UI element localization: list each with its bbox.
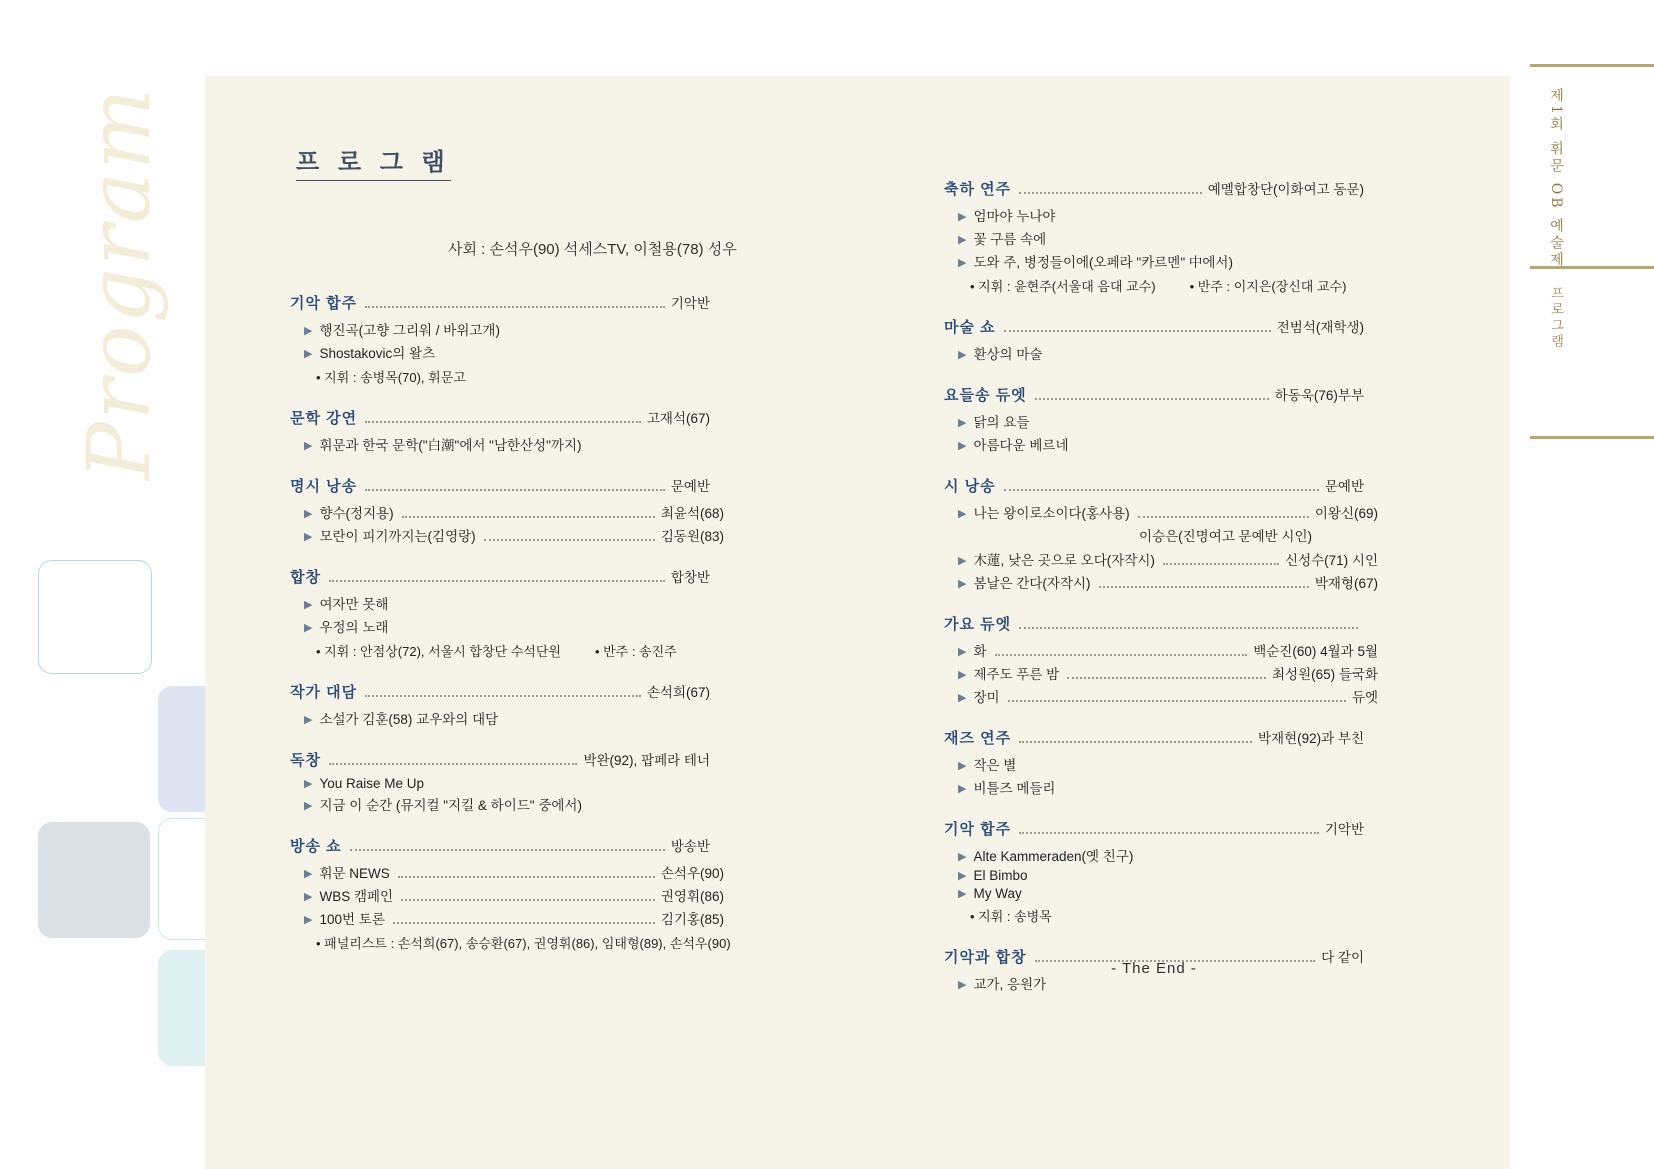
leader-dots [365,694,641,697]
program-block-performer: 전범석(재학생) [1276,320,1364,335]
program-item-label: 장미 [973,690,1000,705]
program-note: • 지휘 : 안점상(72), 서울시 합창단 수석단원 [316,644,561,659]
decor-square-3 [38,822,150,938]
program-item-label: 여자만 못해 [319,597,389,612]
triangle-right-icon: ▶ [958,508,967,520]
program-block [290,292,710,386]
program-block [290,749,710,814]
program-note: • 지휘 : 송병목(70), 휘문고 [316,370,466,385]
triangle-right-icon: ▶ [958,440,967,452]
leader-dots [1004,329,1271,332]
program-item-label: 100번 토론 [319,912,385,927]
program-block [944,475,1378,592]
program-item [958,502,1378,522]
program-item-list [944,640,1378,706]
tab-rule-top [1530,64,1654,67]
leader-dots [329,579,665,582]
triangle-right-icon: ▶ [304,714,313,726]
triangle-right-icon: ▶ [958,646,967,658]
triangle-right-icon: ▶ [958,555,967,567]
program-item [958,572,1378,592]
program-item-label: 모란이 피기까지는(김영랑) [319,529,476,544]
program-item [958,251,1364,271]
program-item [958,663,1378,683]
program-item-label: 화 [973,644,987,659]
program-block-performer: 예멜합창단(이화여고 동문) [1207,182,1364,197]
leader-dots [365,488,665,491]
program-item-label: 봄날은 간다(자작시) [973,576,1091,591]
program-block-name: 합창 [290,569,321,586]
program-block-performer: 방송반 [670,839,710,854]
leader-dots [365,420,641,423]
program-item [304,908,724,928]
leader-dots [402,515,655,518]
program-block-header [944,475,1364,496]
program-item-label: You Raise Me Up [319,776,425,791]
program-item-list [290,593,710,636]
program-item [304,342,710,362]
triangle-right-icon: ▶ [304,325,313,337]
program-item [304,525,724,545]
program-item-label: 우정의 노래 [319,620,389,635]
tab-label-book: 제1회 휘문 OB 예술제 [1548,88,1564,270]
leader-dots [1163,562,1279,565]
leader-dots [1067,676,1266,679]
program-item [958,640,1378,660]
page-title: 프 로 그 램 [296,142,451,181]
program-note: • 패널리스트 : 손석희(67), 송승환(67), 권영휘(86), 임태형(89), 손석우(90) [316,936,731,951]
tab-label-section: 프로그램 [1548,286,1563,350]
triangle-right-icon: ▶ [304,868,313,880]
leader-dots [995,653,1248,656]
program-wordmark-text: Program [70,86,170,480]
program-extra-credit: 이승은(진명여고 문예반 시인) [1139,529,1312,544]
program-note: • 지휘 : 송병목 [970,909,1052,924]
program-note-row [970,906,1364,925]
program-block-performer: 문예반 [670,479,710,494]
program-block-performer: 고재석(67) [646,411,710,426]
program-block-performer: 기악반 [1324,822,1364,837]
program-item-credit: 박재형(67) [1314,576,1378,591]
program-block-performer: 손석희(67) [646,685,710,700]
program-item-label: 제주도 푸른 밤 [973,667,1060,682]
program-block-header [944,818,1364,839]
program-item-list [944,502,1378,592]
triangle-right-icon: ▶ [304,914,313,926]
program-note: • 반주 : 송진주 [594,644,677,659]
program-block-name: 기악과 합창 [944,949,1027,966]
program-item [958,549,1378,569]
program-item [958,868,1364,883]
leader-dots [1019,626,1358,629]
program-block-name: 재즈 연주 [944,730,1012,747]
program-item [958,205,1364,225]
program-item-label: 비틀즈 메들리 [973,781,1056,796]
triangle-right-icon: ▶ [304,440,313,452]
program-block-performer: 박완(92), 팝페라 테너 [583,753,710,768]
triangle-right-icon: ▶ [958,692,967,704]
program-item-label: WBS 캠페인 [319,889,394,904]
triangle-right-icon: ▶ [958,888,967,900]
program-block-name: 기악 합주 [944,821,1012,838]
program-right-column [944,178,1378,1014]
program-block-name: 문학 강연 [290,410,358,427]
triangle-right-icon: ▶ [958,783,967,795]
program-block-name: 요들송 듀엣 [944,387,1027,404]
end-label: - The End - [1111,960,1197,977]
program-block-header [944,384,1364,405]
leader-dots [1019,740,1252,743]
program-note: • 반주 : 이지은(장신대 교수) [1189,279,1347,294]
program-item-credit: 신성수(71) 시인 [1285,553,1378,568]
program-item [958,886,1364,901]
triangle-right-icon: ▶ [958,669,967,681]
program-note-row [970,276,1364,295]
leader-dots [1004,488,1319,491]
program-item [958,754,1364,774]
program-item-label: 도와 주, 병정들이에(오페라 "카르멘" 中에서) [973,255,1233,270]
program-block-header [944,727,1364,748]
program-block-performer: 다 같이 [1321,950,1364,965]
program-item [304,616,710,636]
program-item-label: Alte Kammeraden(옛 친구) [973,849,1134,864]
triangle-right-icon: ▶ [304,778,313,790]
program-block-name: 기악 합주 [290,295,358,312]
program-block [944,316,1364,363]
program-block [290,566,710,660]
program-item [958,777,1364,797]
leader-dots [398,875,655,878]
program-item-list [944,845,1364,901]
program-block [290,475,724,545]
program-block-name: 방송 쇼 [290,838,342,855]
triangle-right-icon: ▶ [958,851,967,863]
program-item-label: 木蓮, 낮은 곳으로 오다(자작시) [973,553,1155,568]
program-block-header [290,292,710,313]
program-item-label: 향수(정지용) [319,506,394,521]
program-block [944,818,1364,925]
program-item-label: 환상의 마술 [973,347,1043,362]
program-item [958,845,1364,865]
triangle-right-icon: ▶ [304,531,313,543]
program-item-label: 작은 별 [973,758,1017,773]
program-item-label: 휘문과 한국 문학("白潮"에서 "남한산성"까지) [319,438,582,453]
program-block-name: 가요 듀엣 [944,616,1012,633]
program-item [958,343,1364,363]
program-item-label: 엄마야 누나야 [973,209,1056,224]
program-item [304,794,710,814]
triangle-right-icon: ▶ [304,508,313,520]
triangle-right-icon: ▶ [958,349,967,361]
program-block-name: 작가 대담 [290,684,358,701]
program-item-credit: 백순진(60) 4월과 5월 [1253,644,1378,659]
program-block-name: 마술 쇼 [944,319,996,336]
program-block-name: 독창 [290,752,321,769]
program-item-label: 아름다운 베르네 [973,438,1069,453]
program-item-label: 행진곡(고향 그리워 / 바위고개) [319,323,500,338]
program-block-header [290,475,710,496]
leader-dots [1138,515,1309,518]
program-item-label: 나는 왕이로소이다(홍사용) [973,506,1130,521]
program-item-credit: 듀엣 [1351,690,1378,705]
triangle-right-icon: ▶ [958,211,967,223]
program-item-label: 교가, 응원가 [973,977,1047,992]
program-item-label: 지금 이 순간 (뮤지컬 "지킬 & 하이드" 중에서) [319,798,582,813]
program-item-list [944,754,1364,797]
program-item-label: 소설가 김훈(58) 교우와의 대담 [319,712,499,727]
program-item-list [944,411,1364,454]
program-item-list [290,862,724,928]
program-item-credit: 권영휘(86) [660,889,724,904]
program-block-performer: 합창반 [670,570,710,585]
program-item [304,593,710,613]
program-item [958,228,1364,248]
program-block [944,384,1364,454]
program-item [304,862,724,882]
program-block [290,407,710,454]
program-block-header [290,566,710,587]
program-block-performer: 기악반 [670,296,710,311]
program-item [304,319,710,339]
right-tab-column [1512,0,1654,1169]
program-item-credit: 손석우(90) [660,866,724,881]
leader-dots [365,305,665,308]
triangle-right-icon: ▶ [958,417,967,429]
triangle-right-icon: ▶ [304,599,313,611]
program-note-row [316,933,731,952]
leader-dots [1019,191,1202,194]
triangle-right-icon: ▶ [304,800,313,812]
decor-square-1 [38,560,152,674]
program-block-header [290,407,710,428]
program-item-list [290,776,710,814]
leader-dots [1099,585,1309,588]
program-note-row [316,367,710,386]
program-block-performer: 하동욱(76)부부 [1274,388,1364,403]
leader-dots [484,538,655,541]
program-item-list [290,708,710,728]
program-item [958,434,1364,454]
program-item [304,434,710,454]
program-item [304,776,710,791]
program-item-credit: 이왕신(69) [1314,506,1378,521]
leader-dots [1008,699,1346,702]
program-block [290,681,710,728]
program-item [304,708,710,728]
program-block-header [290,681,710,702]
program-item-label: 닭의 요들 [973,415,1030,430]
program-item-label: 휘문 NEWS [319,866,390,881]
program-item-credit: 김동원(83) [660,529,724,544]
triangle-right-icon: ▶ [958,234,967,246]
triangle-right-icon: ▶ [958,257,967,269]
program-block-name: 축하 연주 [944,181,1012,198]
program-item-list [290,434,710,454]
triangle-right-icon: ▶ [304,348,313,360]
triangle-right-icon: ▶ [958,578,967,590]
program-block-header [290,749,710,770]
leader-dots [1019,831,1319,834]
leader-dots [350,848,665,851]
program-item-label: El Bimbo [973,868,1028,883]
program-item-list [944,205,1364,271]
program-block-name: 명시 낭송 [290,478,358,495]
program-item-list [290,319,710,362]
program-left-column [290,292,731,973]
host-line: 사회 : 손석우(90) 석세스TV, 이철용(78) 성우 [448,241,737,258]
program-block-performer: 문예반 [1324,479,1364,494]
program-block-header [944,316,1364,337]
program-item-label: Shostakovic의 왈츠 [319,346,436,361]
program-item-list [290,502,724,545]
program-item [304,885,724,905]
leader-dots [393,921,655,924]
program-item [304,502,724,522]
program-note: • 지휘 : 윤현주(서울대 음대 교수) [970,279,1156,294]
tab-rule-bottom [1530,436,1654,439]
program-item-label: My Way [973,886,1022,901]
program-block-header [944,613,1364,634]
leader-dots [401,898,655,901]
program-item-credit: 김기홍(85) [660,912,724,927]
program-block-header [290,835,710,856]
leader-dots [329,762,577,765]
program-item [958,411,1364,431]
program-item-label: 꽃 구름 속에 [973,232,1047,247]
program-block [944,613,1378,706]
program-item-credit: 최성원(65) 들국화 [1271,667,1378,682]
program-block-name: 시 낭송 [944,478,996,495]
program-block [944,178,1364,295]
triangle-right-icon: ▶ [958,979,967,991]
program-item-list [944,343,1364,363]
program-item-credit: 최윤석(68) [660,506,724,521]
leader-dots [1035,397,1269,400]
triangle-right-icon: ▶ [304,891,313,903]
program-block [290,835,731,952]
program-block-performer: 박재현(92)과 부친 [1257,731,1364,746]
program-block-header [944,178,1364,199]
program-item [958,686,1378,706]
program-block [944,727,1364,797]
program-note-row [316,641,710,660]
triangle-right-icon: ▶ [304,622,313,634]
triangle-right-icon: ▶ [958,760,967,772]
triangle-right-icon: ▶ [958,870,967,882]
